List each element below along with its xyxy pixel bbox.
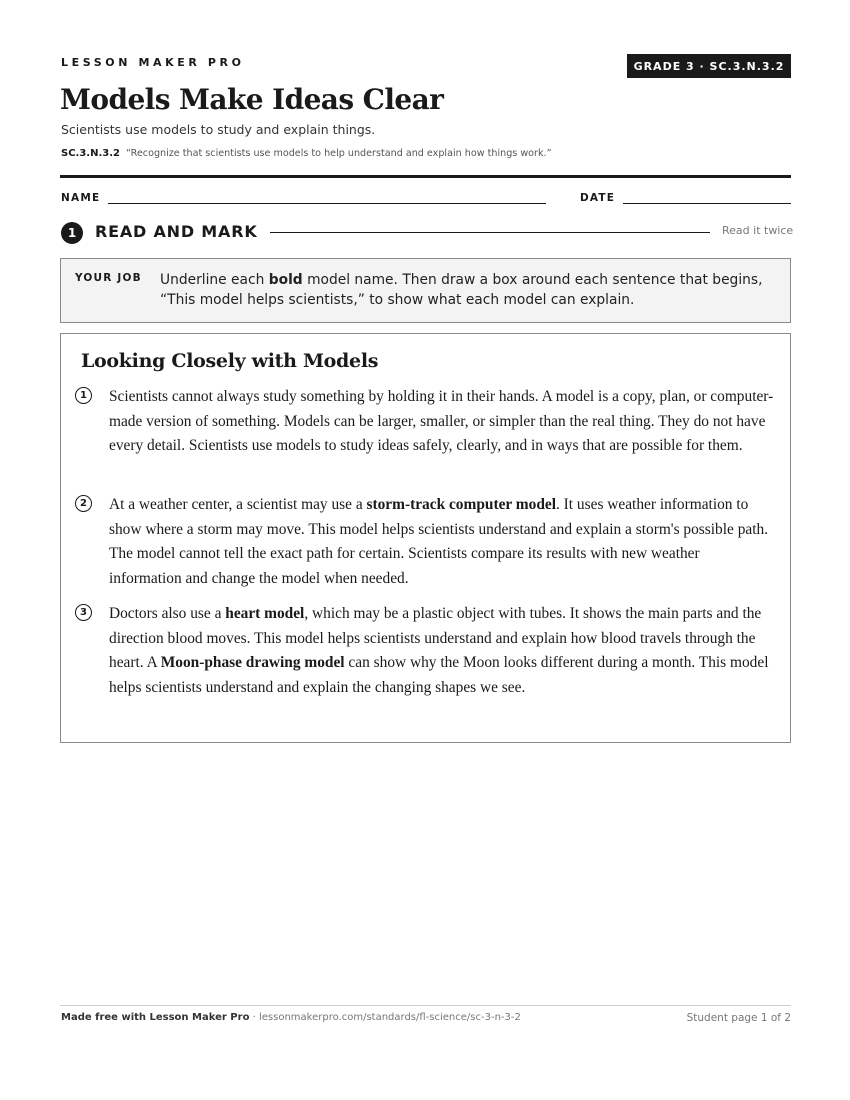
header-divider: [60, 175, 791, 178]
name-field-line[interactable]: [108, 203, 546, 204]
footer-page-number: Student page 1 of 2: [686, 1012, 791, 1024]
paragraph-text-part: , which may be a plastic object with tubes. It shows the main parts and the direction blood moves. This model helps scientists understand and explain how blood travels through the heart. A: [109, 605, 762, 671]
standard-line: [61, 148, 552, 159]
section-number-badge: 1: [61, 222, 83, 244]
paragraph-number: 1: [75, 387, 92, 404]
name-label: NAME: [61, 192, 101, 204]
paragraph-text: Scientists cannot always study something by holding it in their hands. A model is a copy, plan, or computer-made version of something. Models can be larger, smaller, or simpler than the real thing. They do not have every detail. Scientists use models to study ideas safely, clearly, and in ways that are possible for them.: [109, 388, 774, 454]
passage-title: Looking Closely with Models: [81, 350, 379, 372]
section-divider: [270, 232, 710, 233]
paragraph-text: [109, 493, 775, 591]
paragraph-text-part: . It uses weather information to show where a storm may move. This model helps scientists understand and explain a storm's possible path. The model cannot tell the exact path for certain. Scientists compare its results with new weather information and change the model when needed.: [109, 496, 769, 587]
passage-box: [60, 333, 791, 743]
paragraph-number: 2: [75, 495, 92, 512]
instructions-box: [60, 258, 791, 323]
section-title: READ AND MARK: [95, 222, 258, 241]
standard-code: SC.3.N.3.2: [61, 148, 120, 159]
date-label: DATE: [580, 192, 616, 204]
paragraph-number: 3: [75, 604, 92, 621]
instructions-label: YOUR JOB: [75, 272, 142, 284]
paragraph-text: [109, 602, 775, 700]
model-name-bold: Moon-phase drawing model: [160, 654, 345, 671]
footer-divider: [60, 1005, 791, 1006]
section-hint: Read it twice: [722, 224, 794, 237]
model-name-bold: heart model: [225, 605, 305, 622]
footer-separator: ·: [249, 1012, 259, 1023]
paragraph-text-part: Doctors also use a: [109, 605, 226, 622]
footer-made-with: Made free with Lesson Maker Pro: [61, 1012, 250, 1023]
instructions-text: [160, 270, 775, 310]
grade-badge: GRADE 3 · SC.3.N.3.2: [627, 54, 791, 78]
page-title: Models Make Ideas Clear: [60, 83, 444, 116]
brand-name: LESSON MAKER PRO: [61, 56, 245, 69]
instructions-text-part: Underline each: [160, 272, 269, 288]
page-subtitle: Scientists use models to study and explain things.: [61, 122, 376, 137]
standard-quote: “Recognize that scientists use models to help understand and explain how things work.”: [125, 148, 552, 159]
instructions-text-part: model name. Then draw a box around each sentence that begins, “This model helps scientists,” to show what each model can explain.: [160, 272, 763, 308]
date-field-line[interactable]: [623, 203, 791, 204]
paragraph-text-part: At a weather center, a scientist may use a: [109, 496, 367, 513]
model-name-bold: storm-track computer model: [366, 496, 556, 513]
footer-url[interactable]: lessonmakerpro.com/standards/fl-science/sc-3-n-3-2: [258, 1012, 521, 1023]
footer-credit: [61, 1012, 521, 1023]
paragraph-text-part: can show why the Moon looks different during a month. This model helps scientists understand and explain the changing shapes we see.: [109, 654, 769, 696]
instructions-bold-word: bold: [268, 272, 303, 288]
